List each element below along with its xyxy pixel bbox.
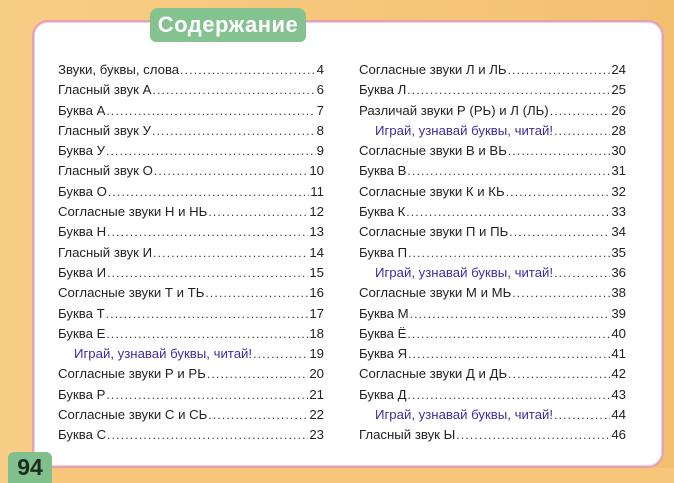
toc-leader-dots: [508, 367, 610, 381]
toc-entry: [359, 265, 626, 285]
toc-entry-title: Согласные звуки Н и НЬ: [58, 204, 208, 220]
toc-leader-dots: [253, 347, 308, 361]
toc-entry-page: 25: [611, 82, 626, 98]
toc-leader-dots: [205, 286, 308, 300]
contents-left-column: [58, 62, 324, 448]
toc-entry-page: 23: [309, 427, 324, 443]
toc-entry-title: Гласный звук А: [58, 82, 152, 98]
toc-entry: [58, 143, 324, 163]
toc-entry-page: 46: [611, 427, 626, 443]
toc-leader-dots: [508, 144, 610, 158]
toc-entry-page: 33: [611, 204, 626, 220]
toc-entry-page: 18: [309, 325, 324, 341]
toc-entry-page: 34: [611, 224, 626, 240]
toc-entry: [359, 163, 626, 183]
toc-entry-title: Гласный звук У: [58, 122, 151, 138]
toc-entry: [359, 407, 626, 427]
toc-entry: [58, 306, 324, 326]
toc-entry-page: 11: [310, 183, 324, 199]
toc-leader-dots: [550, 104, 611, 118]
toc-entry: [58, 123, 324, 143]
toc-entry-page: 10: [309, 163, 324, 179]
toc-entry-title: Гласный звук О: [58, 163, 153, 179]
toc-leader-dots: [153, 246, 308, 260]
toc-entry-title: Буква Ё: [359, 325, 407, 341]
toc-leader-dots: [554, 124, 610, 138]
toc-leader-dots: [154, 164, 308, 178]
toc-leader-dots: [408, 388, 611, 402]
toc-entry: [58, 285, 324, 305]
toc-entry: [58, 103, 324, 123]
toc-entry-page: 42: [611, 366, 626, 382]
toc-leader-dots: [407, 164, 610, 178]
toc-entry-page: 12: [309, 204, 324, 220]
toc-entry: [359, 184, 626, 204]
toc-entry-title: Буква Т: [58, 305, 105, 321]
toc-leader-dots: [407, 327, 610, 341]
toc-entry-page: 40: [611, 325, 626, 341]
toc-entry: [58, 407, 324, 427]
toc-entry: [58, 163, 324, 183]
toc-entry-page: 39: [611, 305, 626, 321]
toc-entry-title: Гласный звук И: [58, 244, 153, 260]
toc-leader-dots: [410, 307, 611, 321]
toc-entry-page: 21: [309, 386, 324, 402]
toc-entry-page: 41: [611, 346, 626, 362]
toc-leader-dots: [554, 266, 610, 280]
toc-entry: [359, 62, 626, 82]
toc-leader-dots: [554, 408, 610, 422]
toc-entry: [359, 245, 626, 265]
page-number: 94: [8, 452, 52, 483]
toc-entry-title: Буква Д: [359, 386, 407, 402]
toc-entry-page: 36: [611, 264, 626, 280]
toc-entry-page: 13: [309, 224, 324, 240]
toc-entry: [359, 285, 626, 305]
toc-entry-title: Буква Н: [58, 224, 107, 240]
toc-entry: [359, 427, 626, 447]
toc-entry-title: Согласные звуки С и СЬ: [58, 407, 208, 423]
toc-entry-title: Буква У: [58, 143, 105, 159]
toc-leader-dots: [208, 205, 308, 219]
toc-entry-page: 8: [316, 122, 324, 138]
toc-entry: [58, 366, 324, 386]
toc-entry: [359, 82, 626, 102]
toc-entry: [58, 184, 324, 204]
toc-entry-title: Буква И: [58, 264, 107, 280]
toc-entry-title: Буква Е: [58, 325, 106, 341]
toc-entry-title: Согласные звуки К и КЬ: [359, 183, 505, 199]
toc-entry-title: Звуки, буквы, слова: [58, 62, 180, 77]
toc-leader-dots: [152, 124, 316, 138]
contents-title: Содержание: [150, 8, 306, 42]
toc-entry: [359, 123, 626, 143]
toc-entry: [58, 427, 324, 447]
toc-entry-title: Согласные звуки Р и РЬ: [58, 366, 206, 382]
toc-entry: [58, 62, 324, 82]
contents-right-column: [359, 62, 626, 448]
toc-entry-page: 26: [611, 102, 626, 118]
toc-entry-title: Гласный звук Ы: [359, 427, 456, 443]
toc-entry-title: Играй, узнавай буквы, читай!: [375, 407, 554, 423]
toc-leader-dots: [509, 225, 610, 239]
toc-leader-dots: [106, 307, 309, 321]
toc-leader-dots: [106, 144, 316, 158]
toc-entry-title: Буква С: [58, 427, 107, 443]
toc-leader-dots: [208, 408, 308, 422]
toc-leader-dots: [106, 104, 315, 118]
toc-entry: [359, 366, 626, 386]
toc-entry: [359, 103, 626, 123]
toc-entry-page: 43: [611, 386, 626, 402]
toc-leader-dots: [107, 266, 308, 280]
toc-leader-dots: [106, 388, 308, 402]
toc-entry-page: 30: [611, 143, 626, 159]
toc-entry-title: Согласные звуки Д и ДЬ: [359, 366, 508, 382]
toc-entry: [359, 326, 626, 346]
toc-entry-page: 17: [309, 305, 324, 321]
toc-entry-title: Буква К: [359, 204, 406, 220]
toc-leader-dots: [106, 327, 308, 341]
toc-leader-dots: [180, 63, 316, 77]
toc-entry-page: 22: [309, 407, 324, 423]
toc-entry-page: 7: [316, 102, 324, 118]
toc-entry: [58, 204, 324, 224]
toc-entry-page: 24: [611, 62, 626, 77]
toc-entry-title: Согласные звуки Т и ТЬ: [58, 285, 205, 301]
toc-leader-dots: [207, 367, 308, 381]
toc-leader-dots: [408, 347, 610, 361]
toc-entry-title: Согласные звуки Л и ЛЬ: [359, 62, 507, 77]
toc-entry-title: Различай звуки Р (РЬ) и Л (ЛЬ): [359, 102, 549, 118]
toc-entry-page: 28: [611, 122, 626, 138]
toc-leader-dots: [506, 185, 611, 199]
toc-leader-dots: [108, 185, 309, 199]
toc-entry-title: Буква О: [58, 183, 107, 199]
toc-entry: [58, 326, 324, 346]
toc-entry-page: 6: [316, 82, 324, 98]
toc-entry-page: 4: [316, 62, 324, 77]
toc-entry: [359, 204, 626, 224]
toc-entry-page: 16: [309, 285, 324, 301]
toc-entry-page: 15: [309, 264, 324, 280]
toc-entry-title: Буква Р: [58, 386, 106, 402]
toc-leader-dots: [408, 246, 610, 260]
toc-entry-page: 38: [611, 285, 626, 301]
toc-entry: [58, 82, 324, 102]
toc-leader-dots: [107, 225, 308, 239]
toc-leader-dots: [508, 63, 611, 77]
toc-entry-title: Буква В: [359, 163, 407, 179]
toc-entry-title: Играй, узнавай буквы, читай!: [74, 346, 253, 362]
toc-entry-page: 14: [309, 244, 324, 260]
toc-entry-title: Играй, узнавай буквы, читай!: [375, 122, 554, 138]
toc-entry-title: Согласные звуки В и ВЬ: [359, 143, 507, 159]
toc-entry-page: 44: [611, 407, 626, 423]
toc-entry-title: Буква А: [58, 102, 106, 118]
toc-entry-title: Буква Я: [359, 346, 408, 362]
toc-entry-title: Играй, узнавай буквы, читай!: [375, 264, 554, 280]
toc-entry-page: 19: [309, 346, 324, 362]
toc-entry: [58, 245, 324, 265]
toc-leader-dots: [512, 286, 610, 300]
toc-leader-dots: [407, 83, 610, 97]
toc-leader-dots: [107, 428, 308, 442]
toc-entry: [58, 224, 324, 244]
toc-entry: [359, 224, 626, 244]
toc-entry-page: 35: [611, 244, 626, 260]
bottom-strip: [52, 468, 674, 483]
toc-entry-page: 9: [316, 143, 324, 159]
toc-entry: [359, 346, 626, 366]
toc-entry: [58, 387, 324, 407]
toc-entry: [58, 265, 324, 285]
toc-entry: [359, 306, 626, 326]
toc-entry: [359, 143, 626, 163]
toc-entry-title: Согласные звуки М и МЬ: [359, 285, 512, 301]
toc-entry: [58, 346, 324, 366]
toc-entry: [359, 387, 626, 407]
toc-entry-page: 31: [611, 163, 626, 179]
toc-entry-title: Буква П: [359, 244, 408, 260]
toc-leader-dots: [456, 428, 610, 442]
toc-entry-title: Буква Л: [359, 82, 407, 98]
toc-entry-page: 32: [611, 183, 626, 199]
toc-entry-title: Согласные звуки П и ПЬ: [359, 224, 509, 240]
toc-entry-page: 20: [309, 366, 324, 382]
toc-leader-dots: [152, 83, 315, 97]
toc-entry-title: Буква М: [359, 305, 409, 321]
toc-leader-dots: [406, 205, 610, 219]
